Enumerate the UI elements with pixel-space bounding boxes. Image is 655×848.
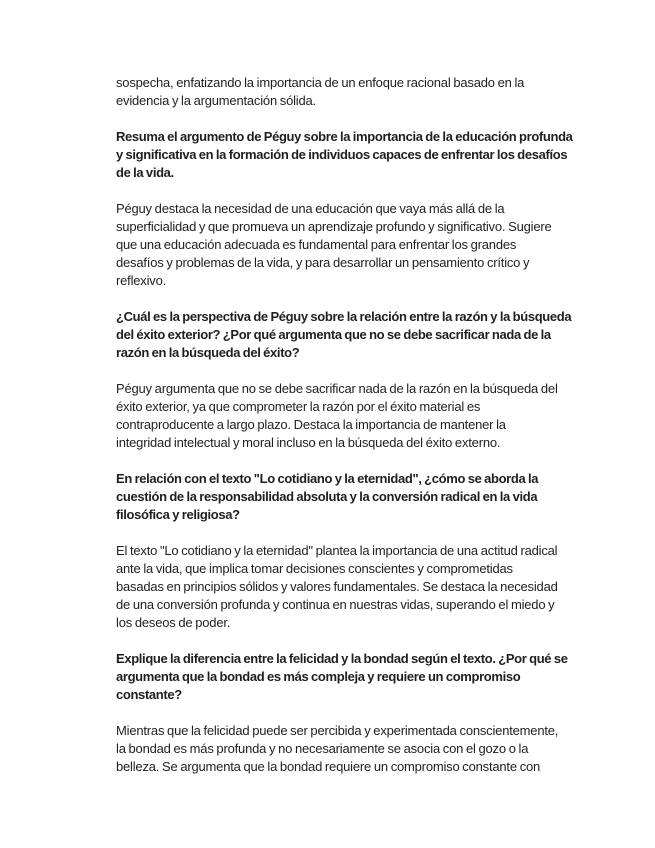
answer-paragraph xyxy=(116,74,586,110)
answer-paragraph xyxy=(116,200,586,290)
text-line: cuestión de la responsabilidad absoluta y la conversión radical en la vida xyxy=(116,489,538,504)
text-line: razón en la búsqueda del éxito? xyxy=(116,345,300,360)
text-line: En relación con el texto "Lo cotidiano y la eternidad", ¿cómo se aborda la xyxy=(116,471,539,486)
text-line: éxito exterior, ya que comprometer la razón por el éxito material es xyxy=(116,399,481,414)
text-line: del éxito exterior? ¿Por qué argumenta que no se debe sacrificar nada de la xyxy=(116,327,551,342)
text-line: ante la vida, que implica tomar decisiones conscientes y comprometidas xyxy=(116,561,513,576)
answer-paragraph xyxy=(116,722,586,776)
text-line: basadas en principios sólidos y valores fundamentales. Se destaca la necesidad xyxy=(116,579,558,594)
text-line: que una educación adecuada es fundamental para enfrentar los grandes xyxy=(116,237,517,252)
question-heading xyxy=(116,470,586,524)
question-heading xyxy=(116,650,586,704)
text-line: de la vida. xyxy=(116,165,174,180)
document-page xyxy=(116,74,586,776)
text-line: sospecha, enfatizando la importancia de un enfoque racional basado en la xyxy=(116,75,525,90)
text-line: la bondad es más profunda y no necesariamente se asocia con el gozo o la xyxy=(116,741,529,756)
text-line: argumenta que la bondad es más compleja y requiere un compromiso xyxy=(116,669,521,684)
question-heading xyxy=(116,128,586,182)
text-line: Péguy argumenta que no se debe sacrificar nada de la razón en la búsqueda del xyxy=(116,381,558,396)
answer-paragraph xyxy=(116,542,586,632)
answer-paragraph xyxy=(116,380,586,452)
text-line: Péguy destaca la necesidad de una educación que vaya más allá de la xyxy=(116,201,505,216)
text-line: reflexivo. xyxy=(116,273,167,288)
text-line: constante? xyxy=(116,687,182,702)
text-line: Explique la diferencia entre la felicidad y la bondad según el texto. ¿Por qué se xyxy=(116,651,568,666)
text-line: Mientras que la felicidad puede ser percibida y experimentada conscientemente, xyxy=(116,723,559,738)
text-line: belleza. Se argumenta que la bondad requiere un compromiso constante con xyxy=(116,759,541,774)
text-line: Resuma el argumento de Péguy sobre la importancia de la educación profunda xyxy=(116,129,573,144)
text-line: El texto "Lo cotidiano y la eternidad" plantea la importancia de una actitud radical xyxy=(116,543,558,558)
text-line: filosófica y religiosa? xyxy=(116,507,240,522)
text-line: desafíos y problemas de la vida, y para desarrollar un pensamiento crítico y xyxy=(116,255,530,270)
text-line: superficialidad y que promueva un aprendizaje profundo y significativo. Sugiere xyxy=(116,219,552,234)
text-line: ¿Cuál es la perspectiva de Péguy sobre la relación entre la razón y la búsqueda xyxy=(116,309,572,324)
text-line: de una conversión profunda y continua en nuestras vidas, superando el miedo y xyxy=(116,597,555,612)
text-line: contraproducente a largo plazo. Destaca la importancia de mantener la xyxy=(116,417,506,432)
question-heading xyxy=(116,308,586,362)
text-line: integridad intelectual y moral incluso en la búsqueda del éxito externo. xyxy=(116,435,501,450)
text-line: los deseos de poder. xyxy=(116,615,231,630)
text-line: y significativa en la formación de individuos capaces de enfrentar los desafíos xyxy=(116,147,568,162)
text-line: evidencia y la argumentación sólida. xyxy=(116,93,316,108)
